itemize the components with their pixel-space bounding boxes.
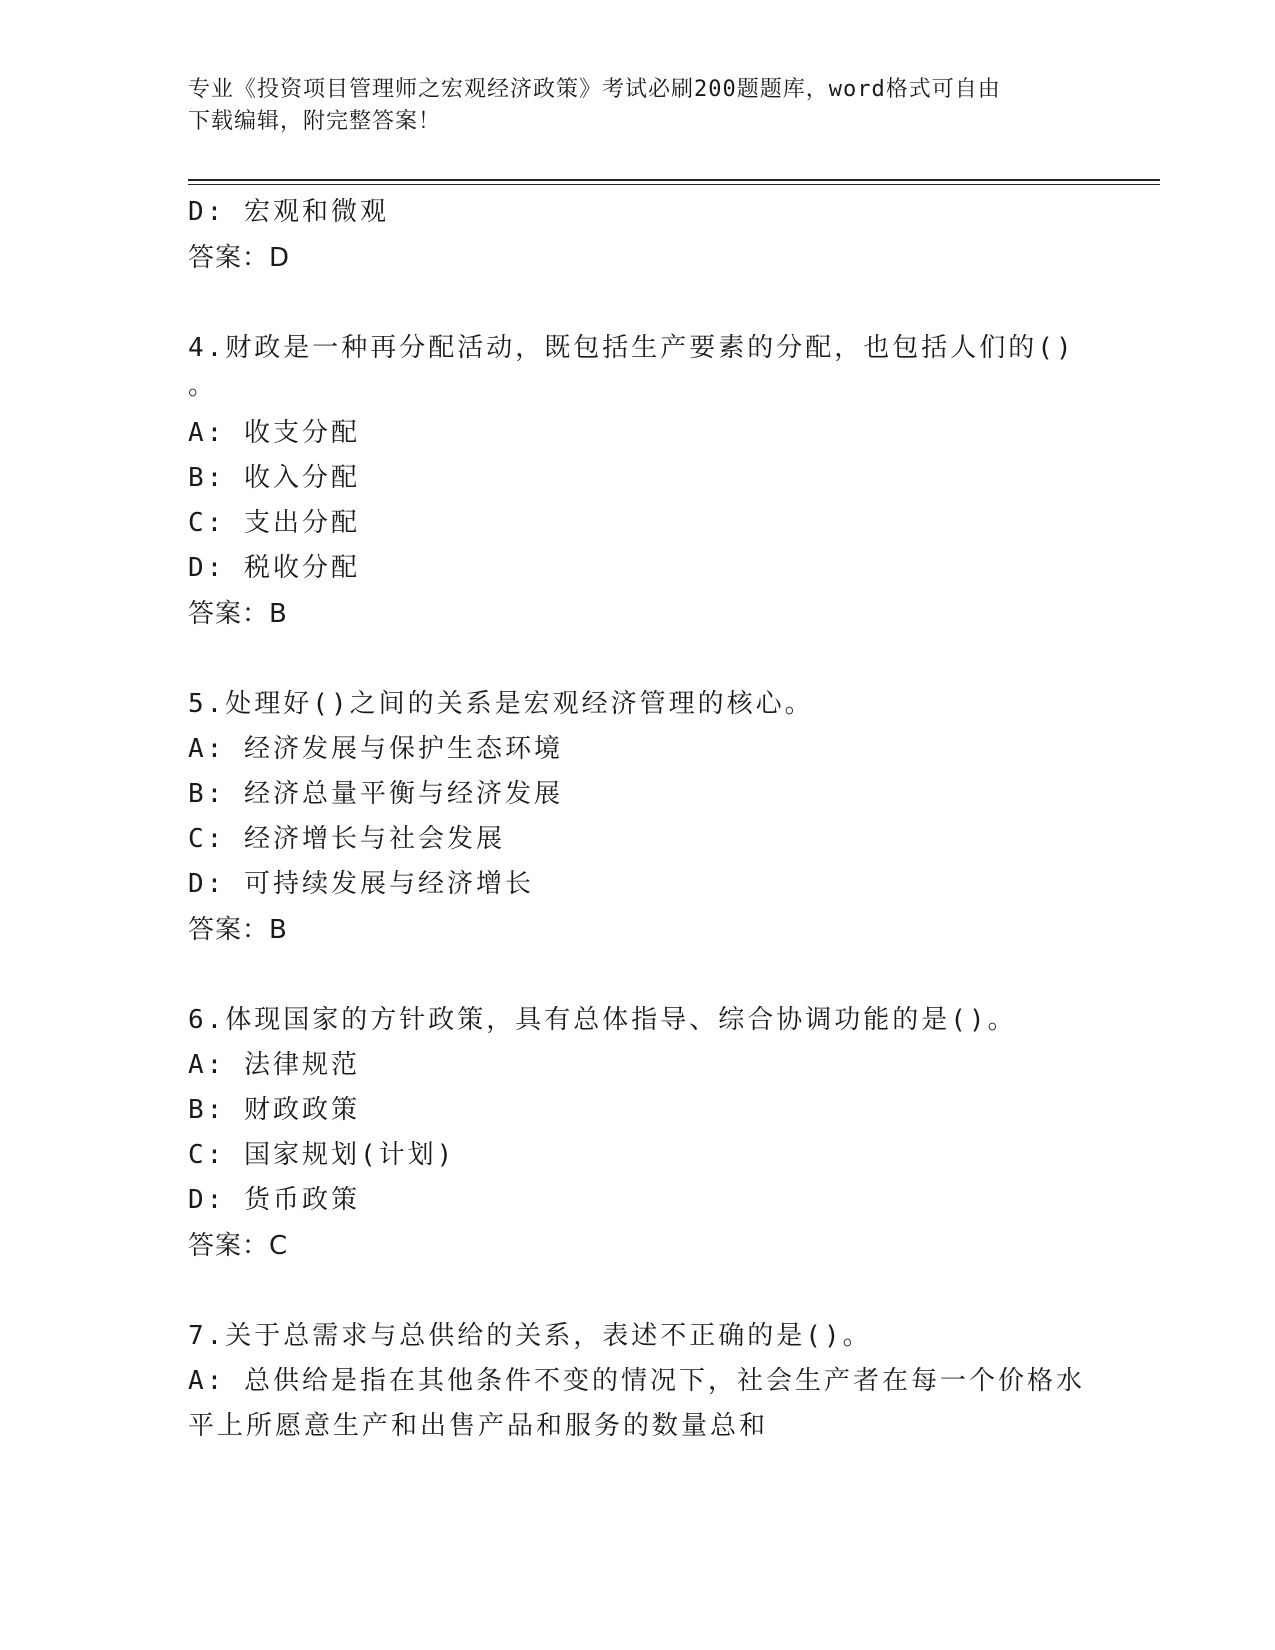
option-d: D: 可持续发展与经济增长: [188, 869, 534, 899]
question-stem: 7.关于总需求与总供给的关系，表述不正确的是()。: [188, 1321, 872, 1351]
answer-line: 答案：D: [188, 243, 291, 273]
option-c: C: 支出分配: [188, 508, 360, 538]
option-c: C: 经济增长与社会发展: [188, 824, 505, 854]
header-divider: [188, 179, 1160, 185]
question-stem: 5.处理好()之间的关系是宏观经济管理的核心。: [188, 689, 814, 719]
spacer: [188, 637, 1088, 682]
option-c: C: 国家规划(计划): [188, 1140, 456, 1170]
spacer: [188, 281, 1088, 326]
question-4: [188, 326, 1088, 637]
option-a: A: 总供给是指在其他条件不变的情况下，社会生产者在每一个价格水: [188, 1366, 1085, 1396]
header-line-1: 专业《投资项目管理师之宏观经济政策》考试必刷200题题库，word格式可自由: [188, 77, 1001, 102]
option-a-continuation: 平上所愿意生产和出售产品和服务的数量总和: [188, 1411, 769, 1441]
option-d: D: 税收分配: [188, 553, 360, 583]
option-a: A: 法律规范: [188, 1050, 360, 1080]
question-6: [188, 998, 1088, 1269]
question-5: [188, 682, 1088, 953]
question-list: [188, 190, 1088, 1449]
option-a: A: 经济发展与保护生态环境: [188, 734, 563, 764]
document-header: [188, 74, 1068, 138]
option-b: B: 财政政策: [188, 1095, 360, 1125]
question-7: [188, 1314, 1088, 1449]
answer-line: 答案：B: [188, 599, 288, 629]
option-b: B: 收入分配: [188, 463, 360, 493]
option-a: A: 收支分配: [188, 418, 360, 448]
spacer: [188, 953, 1088, 998]
option-d: D: 货币政策: [188, 1185, 360, 1215]
question-stem: 4.财政是一种再分配活动，既包括生产要素的分配，也包括人们的(): [188, 333, 1075, 363]
header-line-2: 下载编辑，附完整答案！: [188, 109, 442, 134]
option-d: D: 宏观和微观: [188, 197, 389, 227]
question-stem: 6.体现国家的方针政策，具有总体指导、综合协调功能的是()。: [188, 1005, 1017, 1035]
spacer: [188, 1269, 1088, 1314]
answer-line: 答案：B: [188, 915, 288, 945]
answer-line: 答案：C: [188, 1231, 289, 1261]
question-stem-continuation: 。: [188, 371, 218, 401]
option-b: B: 经济总量平衡与经济发展: [188, 779, 563, 809]
